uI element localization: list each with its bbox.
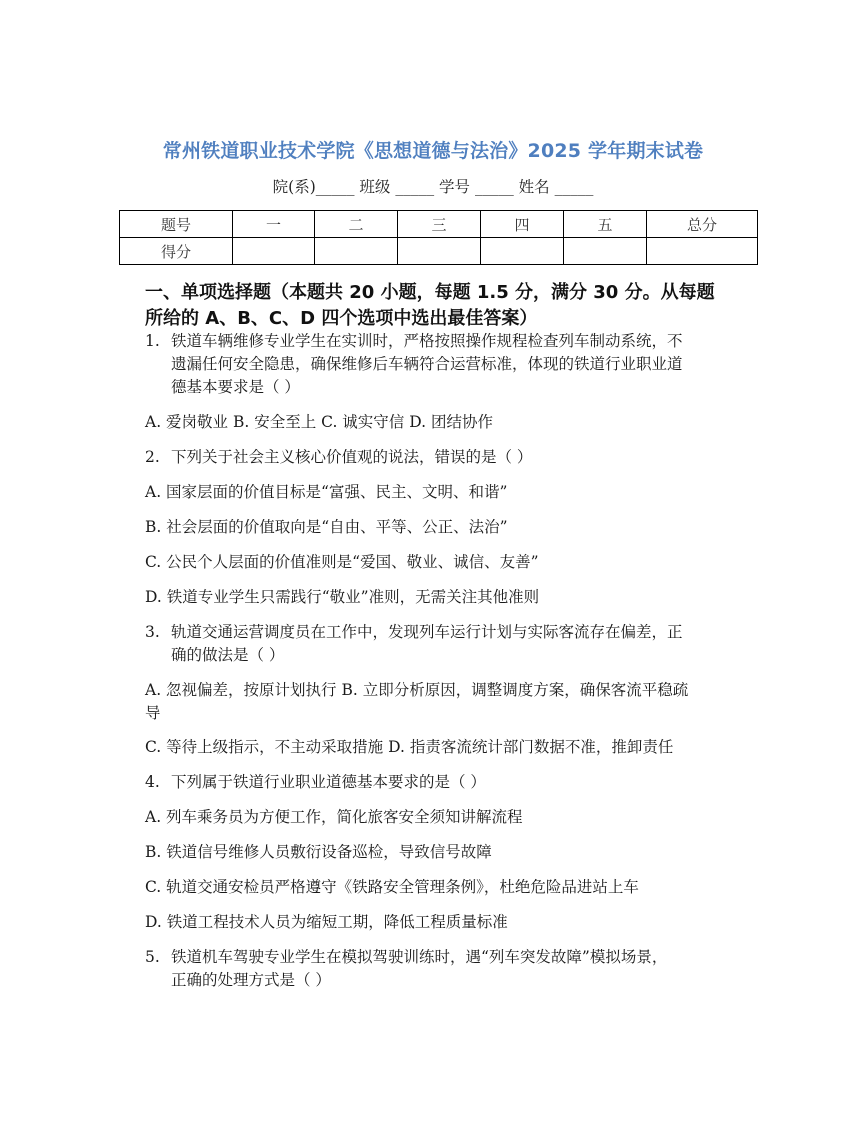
question-number: 2.	[145, 448, 160, 466]
question-number: 4.	[145, 773, 160, 791]
score-header-cell: 二	[315, 211, 398, 238]
question-number: 5.	[145, 948, 160, 966]
question-number: 3.	[145, 623, 160, 641]
option-line: D. 铁道工程技术人员为缩短工期，降低工程质量标准	[145, 913, 508, 931]
question-text: 德基本要求是（ ）	[171, 378, 300, 396]
score-cell	[481, 238, 564, 265]
score-table	[119, 210, 758, 265]
option-line: A. 忽视偏差，按原计划执行 B. 立即分析原因，调整调度方案，确保客流平稳疏	[145, 681, 689, 699]
option-line: A. 爱岗敬业 B. 安全至上 C. 诚实守信 D. 团结协作	[145, 413, 493, 431]
section-heading-line: 一、单项选择题（本题共 20 小题，每题 1.5 分，满分 30 分。从每题	[145, 282, 715, 303]
score-header-cell: 四	[481, 211, 564, 238]
score-cell	[233, 238, 315, 265]
section-heading-line: 所给的 A、B、C、D 四个选项中选出最佳答案）	[145, 308, 538, 329]
question-3-line	[145, 621, 683, 644]
score-cell	[398, 238, 481, 265]
option-line: A. 国家层面的价值目标是“富强、民主、文明、和谐”	[145, 483, 508, 501]
question-text: 下列属于铁道行业职业道德基本要求的是（ ）	[171, 773, 486, 791]
student-info-line: 院(系)_____ 班级 _____ 学号 _____ 姓名 _____	[272, 178, 594, 196]
score-cell	[647, 238, 758, 265]
score-table-score-row	[120, 238, 758, 265]
score-header-cell: 总分	[647, 211, 758, 238]
question-2-line	[145, 446, 532, 469]
question-text: 下列关于社会主义核心价值观的说法，错误的是（ ）	[171, 448, 533, 466]
question-text: 正确的处理方式是（ ）	[171, 971, 331, 989]
score-row-label: 得分	[120, 238, 233, 265]
option-line: A. 列车乘务员为方便工作，简化旅客安全须知讲解流程	[145, 808, 523, 826]
question-text: 遗漏任何安全隐患，确保维修后车辆符合运营标准，体现的铁道行业职业道	[171, 355, 683, 373]
option-line: C. 公民个人层面的价值准则是“爱国、敬业、诚信、友善”	[145, 553, 539, 571]
question-1-line	[145, 330, 683, 353]
score-header-cell: 五	[564, 211, 647, 238]
question-text: 铁道车辆维修专业学生在实训时，严格按照操作规程检查列车制动系统，不	[171, 332, 683, 350]
option-line: B. 社会层面的价值取向是“自由、平等、公正、法治”	[145, 518, 508, 536]
option-line: D. 铁道专业学生只需践行“敬业”准则，无需关注其他准则	[145, 588, 540, 606]
option-line: B. 铁道信号维修人员敷衍设备巡检，导致信号故障	[145, 843, 492, 861]
score-header-cell: 一	[233, 211, 315, 238]
score-header-cell: 题号	[120, 211, 233, 238]
question-text: 确的做法是（ ）	[171, 646, 285, 664]
question-text: 铁道机车驾驶专业学生在模拟驾驶训练时，遇“列车突发故障”模拟场景，	[171, 948, 668, 966]
question-4-line	[145, 771, 486, 794]
section-heading	[145, 280, 755, 332]
question-5-line	[145, 946, 667, 969]
question-text: 轨道交通运营调度员在工作中，发现列车运行计划与实际客流存在偏差，正	[171, 623, 683, 641]
score-table-header-row	[120, 211, 758, 238]
exam-title: 常州铁道职业技术学院《思想道德与法治》2025 学年期末试卷	[162, 140, 704, 162]
score-cell	[315, 238, 398, 265]
option-line: C. 等待上级指示，不主动采取措施 D. 指责客流统计部门数据不准，推卸责任	[145, 738, 674, 756]
score-cell	[564, 238, 647, 265]
score-header-cell: 三	[398, 211, 481, 238]
option-line: C. 轨道交通安检员严格遵守《铁路安全管理条例》，杜绝危险品进站上车	[145, 878, 639, 896]
option-line: 导	[145, 704, 161, 722]
question-number: 1.	[145, 332, 160, 350]
